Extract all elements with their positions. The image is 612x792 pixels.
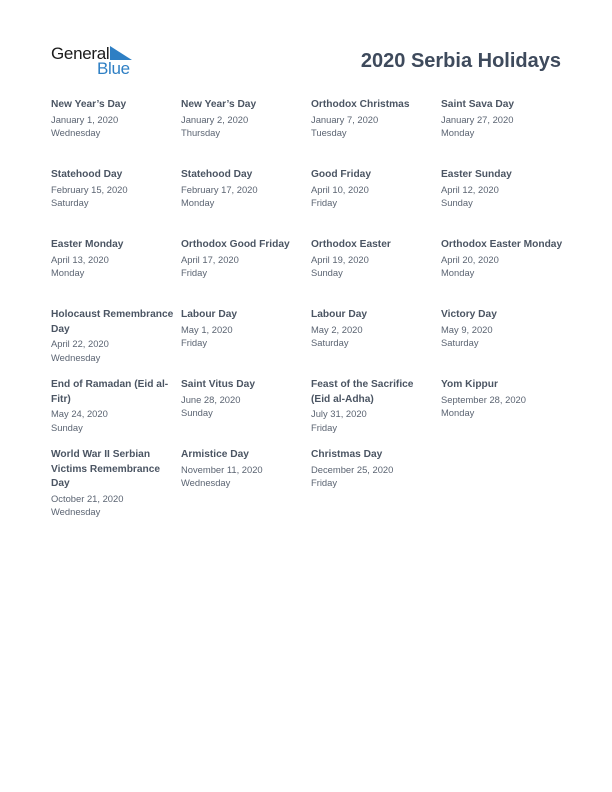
holiday-weekday: Sunday (311, 267, 343, 278)
holiday-name: Easter Sunday (441, 169, 512, 180)
holiday-entry (181, 238, 311, 308)
holiday-entry (51, 308, 181, 378)
holiday-date: April 13, 2020 (51, 253, 109, 265)
page-title: 2020 Serbia Holidays (360, 50, 561, 72)
holiday-name: Orthodox Easter (311, 239, 391, 250)
holiday-name: Saint Sava Day (441, 99, 515, 110)
holiday-date: May 1, 2020 (181, 323, 233, 335)
holiday-weekday: Friday (181, 337, 208, 348)
holiday-entry (311, 238, 441, 308)
holiday-name: Labour Day (311, 309, 368, 320)
holiday-entry (441, 98, 571, 168)
holiday-name: Statehood Day (181, 169, 253, 180)
holiday-weekday: Tuesday (311, 127, 347, 138)
holiday-entry (311, 168, 441, 238)
holiday-name: Good Friday (311, 169, 371, 180)
holiday-date: May 24, 2020 (51, 408, 108, 419)
holiday-entry (441, 378, 571, 448)
holiday-entry (311, 308, 441, 378)
holiday-name: Victory Day (441, 309, 497, 320)
holiday-weekday: Saturday (441, 337, 479, 348)
holiday-date: April 12, 2020 (441, 183, 499, 195)
holiday-weekday: Wednesday (51, 351, 101, 363)
holiday-entry (441, 238, 571, 308)
holiday-name: Christmas Day (311, 449, 383, 460)
holiday-weekday: Friday (311, 421, 338, 433)
holiday-entry (181, 448, 311, 528)
holiday-entry (51, 378, 181, 448)
holiday-name: End of Ramadan (Eid al-Fitr) (51, 379, 169, 405)
logo-word-general: General (51, 44, 110, 63)
holiday-date: January 2, 2020 (181, 113, 249, 125)
holiday-date: December 25, 2020 (311, 463, 394, 475)
holiday-name: Labour Day (181, 309, 238, 320)
logo-flag-icon (110, 46, 132, 60)
holiday-date: April 20, 2020 (441, 253, 499, 265)
holiday-weekday: Monday (441, 407, 475, 418)
holiday-entry (311, 378, 441, 448)
holiday-weekday: Friday (181, 267, 208, 278)
holiday-date: May 9, 2020 (441, 323, 493, 335)
holiday-name: Armistice Day (181, 449, 249, 460)
holiday-entry (441, 308, 571, 378)
holiday-weekday: Saturday (311, 337, 349, 348)
holiday-weekday: Wednesday (51, 127, 101, 138)
holiday-entry (181, 378, 311, 448)
holiday-name: New Year’s Day (181, 99, 257, 110)
generalblue-logo (51, 44, 135, 78)
holiday-name: Easter Monday (51, 239, 124, 250)
holiday-entry (311, 448, 441, 528)
holiday-weekday: Saturday (51, 197, 89, 208)
holiday-weekday: Wednesday (181, 477, 231, 488)
holiday-date: February 15, 2020 (51, 183, 128, 195)
holiday-grid (51, 98, 571, 528)
holiday-entry (51, 168, 181, 238)
holiday-date: April 19, 2020 (311, 253, 369, 265)
holiday-weekday: Monday (181, 197, 215, 208)
holiday-entry (51, 238, 181, 308)
holiday-date: April 22, 2020 (51, 338, 109, 349)
holiday-date: April 17, 2020 (181, 253, 239, 265)
holiday-date: November 11, 2020 (181, 463, 263, 475)
holiday-entry (181, 98, 311, 168)
holiday-name: Orthodox Christmas (311, 99, 410, 110)
holiday-entry (181, 308, 311, 378)
holiday-entry (311, 98, 441, 168)
holiday-weekday: Thursday (181, 127, 221, 138)
holiday-weekday: Friday (311, 477, 338, 488)
holiday-name: Holocaust Remembrance Day (51, 309, 174, 335)
holiday-weekday: Monday (51, 267, 85, 278)
holiday-date: October 21, 2020 (51, 492, 124, 504)
holiday-name: Feast of the Sacrifice (Eid al-Adha) (311, 379, 414, 405)
holiday-weekday: Wednesday (51, 506, 101, 517)
holiday-entry (51, 448, 181, 528)
holiday-date: January 7, 2020 (311, 113, 379, 125)
holiday-entry (51, 98, 181, 168)
holiday-date: February 17, 2020 (181, 183, 258, 195)
holiday-name: Statehood Day (51, 169, 123, 180)
holiday-weekday: Friday (311, 197, 338, 208)
holiday-date: September 28, 2020 (441, 393, 526, 405)
holiday-weekday: Monday (441, 127, 475, 138)
holiday-weekday: Sunday (181, 407, 213, 418)
holiday-date: June 28, 2020 (181, 393, 241, 405)
holiday-name: Orthodox Good Friday (181, 239, 290, 250)
holiday-name: Orthodox Easter Monday (441, 239, 563, 250)
holiday-date: July 31, 2020 (311, 408, 367, 419)
holiday-name: Saint Vitus Day (181, 379, 255, 390)
holiday-name: Yom Kippur (441, 379, 498, 390)
holiday-weekday: Sunday (51, 421, 83, 433)
holiday-weekday: Sunday (441, 197, 473, 208)
holiday-weekday: Monday (441, 267, 475, 278)
holiday-date: January 27, 2020 (441, 113, 514, 125)
holiday-date: April 10, 2020 (311, 183, 369, 195)
holiday-name: World War II Serbian Victims Remembrance Day (51, 449, 161, 489)
holiday-entry (441, 168, 571, 238)
logo-word-blue: Blue (97, 59, 130, 78)
holiday-date: May 2, 2020 (311, 323, 363, 335)
holiday-date: January 1, 2020 (51, 113, 119, 125)
holiday-name: New Year’s Day (51, 99, 127, 110)
holiday-entry (181, 168, 311, 238)
